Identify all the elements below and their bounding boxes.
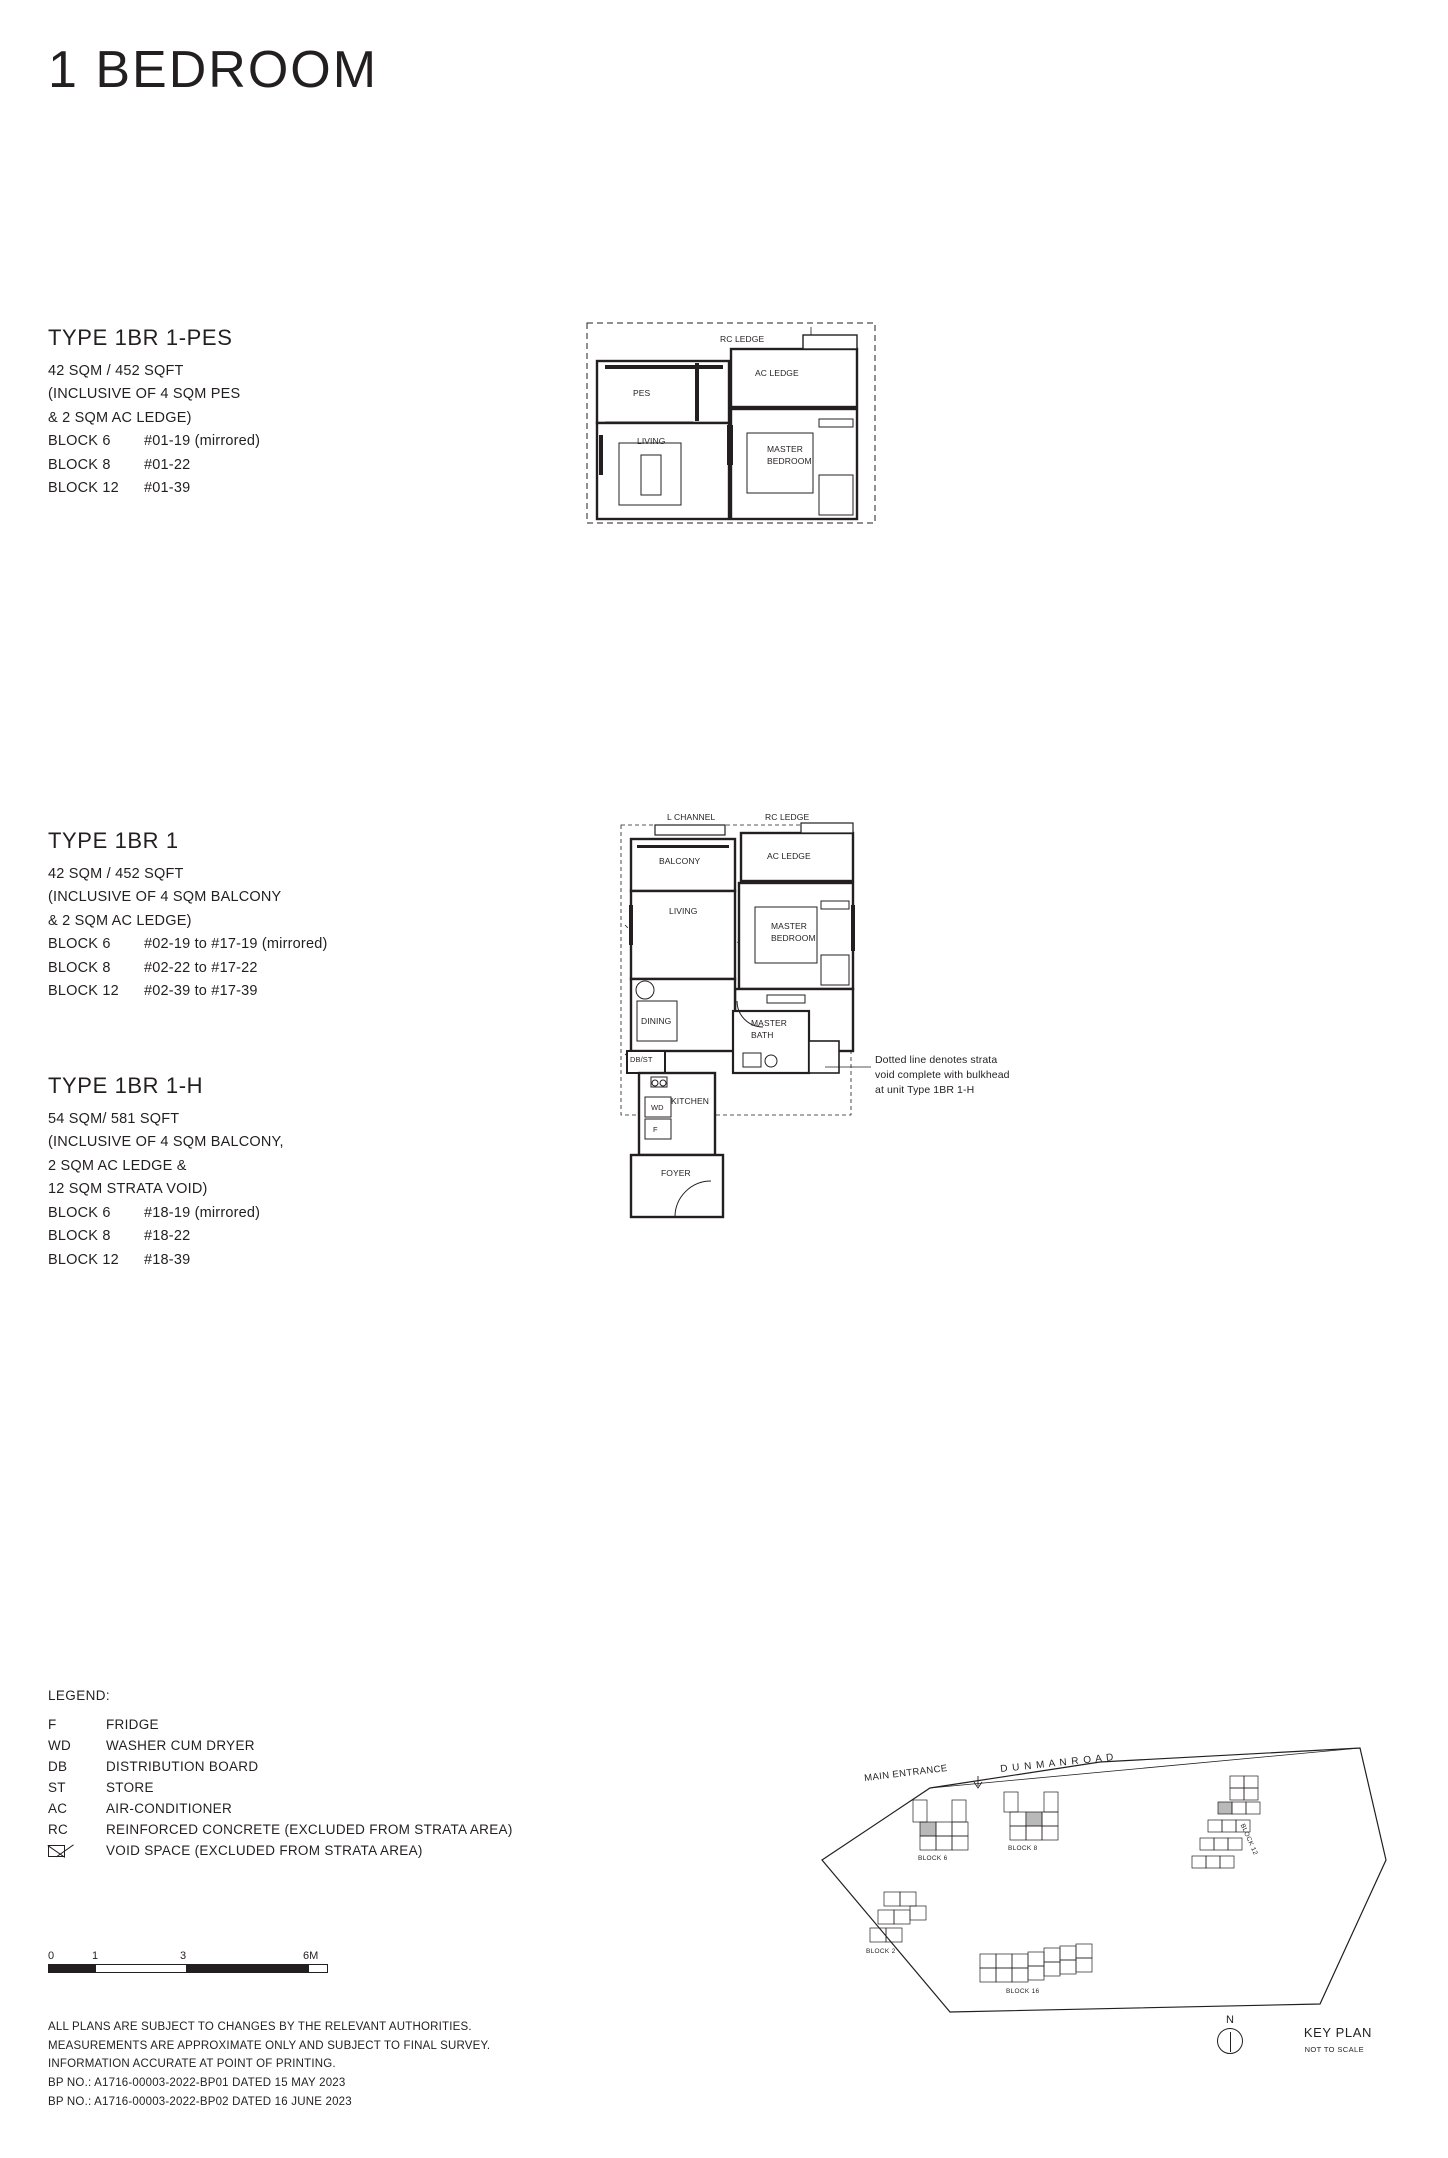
legend-item <box>48 1757 513 1778</box>
footnote-line: BP NO.: A1716-00003-2022-BP02 DATED 16 JUNE 2023 <box>48 2095 352 2108</box>
label-living: LIVING <box>669 906 698 916</box>
legend-code: F <box>48 1717 57 1732</box>
legend-item <box>48 1820 513 1841</box>
unit-label: #18-19 (mirrored) <box>144 1204 261 1221</box>
floorplan-1br-1 <box>575 805 1010 1315</box>
key-plan <box>800 1740 1400 2070</box>
legend-desc: FRIDGE <box>106 1717 159 1732</box>
label-master-bedroom: MASTER BEDROOM <box>767 444 812 467</box>
legend-item <box>48 1715 513 1736</box>
label-db-st: DB/ST <box>630 1055 653 1064</box>
legend-desc: REINFORCED CONCRETE (EXCLUDED FROM STRATA AREA) <box>106 1821 513 1837</box>
floorplan-pes-drawing <box>575 315 895 545</box>
scale-tick: 1 <box>92 1950 99 1962</box>
label-ac-ledge: AC LEDGE <box>755 368 799 378</box>
scale-seg <box>96 1965 187 1972</box>
type-area: 54 SQM/ 581 SQFT <box>48 1111 180 1127</box>
type-unit-row <box>48 933 328 956</box>
type-unit-row <box>48 1225 284 1248</box>
floorplan-1br-1-pes <box>575 315 895 545</box>
type-block-1br-1 <box>48 828 328 1004</box>
legend-item <box>48 1736 513 1757</box>
label-balcony: BALCONY <box>659 856 701 866</box>
footnotes <box>48 2018 490 2112</box>
label-master-bath: MASTER BATH <box>751 1018 788 1041</box>
label-fridge: F <box>653 1125 658 1134</box>
north-circle <box>1217 2028 1243 2054</box>
scale-tick: 0 <box>48 1950 55 1962</box>
legend-desc: DISTRIBUTION BOARD <box>106 1758 259 1774</box>
type-title: TYPE 1BR 1-PES <box>48 325 233 350</box>
label-rc-ledge: RC LEDGE <box>720 334 765 344</box>
type-inclusive-line-2: 2 SQM AC LEDGE & <box>48 1157 187 1174</box>
block-label-8: BLOCK 8 <box>1008 1845 1038 1852</box>
type-unit-row <box>48 980 328 1003</box>
key-plan-subtitle: NOT TO SCALE <box>1304 2045 1364 2054</box>
unit-label: #01-19 (mirrored) <box>144 433 261 450</box>
block-label-6: BLOCK 6 <box>918 1855 948 1862</box>
type-block-1br-1-h <box>48 1073 284 1272</box>
void-space-icon <box>48 1841 106 1862</box>
legend-code: RC <box>48 1821 69 1837</box>
scale-seg <box>187 1965 309 1972</box>
block-label: BLOCK 12 <box>48 983 119 1000</box>
scale-tick: 6M <box>303 1950 319 1962</box>
unit-label: #01-22 <box>144 456 191 473</box>
unit-label: #01-39 <box>144 480 191 497</box>
type-inclusive-line-1: (INCLUSIVE OF 4 SQM BALCONY, <box>48 1134 284 1151</box>
key-plan-title: KEY PLAN <box>1303 2025 1372 2040</box>
type-unit-row <box>48 477 260 500</box>
type-title: TYPE 1BR 1-H <box>48 1073 204 1098</box>
scale-seg <box>49 1965 96 1972</box>
key-plan-drawing <box>800 1740 1400 2040</box>
road-label: D U N M A N R O A D <box>999 1752 1115 1775</box>
scale-tick: 3 <box>180 1950 187 1962</box>
legend-item <box>48 1799 513 1820</box>
type-inclusive-line-1: (INCLUSIVE OF 4 SQM PES <box>48 386 241 403</box>
type-inclusive-line-3: 12 SQM STRATA VOID) <box>48 1181 208 1198</box>
page-title: 1 BEDROOM <box>48 41 379 99</box>
footnote-line: ALL PLANS ARE SUBJECT TO CHANGES BY THE RELEVANT AUTHORITIES. <box>48 2021 472 2033</box>
type-area: 42 SQM / 452 SQFT <box>48 866 184 882</box>
type-unit-row <box>48 1202 284 1225</box>
footnote-line: MEASUREMENTS ARE APPROXIMATE ONLY AND SUBJECT TO FINAL SURVEY. <box>48 2039 491 2052</box>
legend-desc: STORE <box>106 1779 154 1795</box>
unit-label: #02-19 to #17-19 (mirrored) <box>144 936 328 953</box>
legend-title: LEGEND: <box>48 1688 111 1703</box>
label-foyer: FOYER <box>661 1168 691 1178</box>
label-dining: DINING <box>641 1016 672 1026</box>
block-label: BLOCK 12 <box>48 480 119 497</box>
block-label: BLOCK 12 <box>48 1251 119 1268</box>
scale-bar <box>48 1950 328 1973</box>
block-label: BLOCK 6 <box>48 936 111 953</box>
legend-code: AC <box>48 1800 68 1816</box>
floorplan-main-drawing <box>575 805 905 1315</box>
label-pes: PES <box>633 388 651 398</box>
scale-bar-graphic <box>48 1964 328 1973</box>
type-unit-row <box>48 430 260 453</box>
label-wd: WD <box>651 1103 664 1112</box>
type-block-1br-1-pes <box>48 325 260 501</box>
type-inclusive-line-2: & 2 SQM AC LEDGE) <box>48 409 192 426</box>
label-kitchen: KITCHEN <box>671 1096 710 1106</box>
block-label-12: BLOCK 12 <box>1238 1822 1259 1857</box>
legend-desc: WASHER CUM DRYER <box>106 1737 255 1753</box>
type-unit-row <box>48 957 328 980</box>
legend-item <box>48 1778 513 1799</box>
unit-label: #02-39 to #17-39 <box>144 983 258 1000</box>
type-unit-row <box>48 1249 284 1272</box>
scale-ticks <box>48 1950 328 1964</box>
legend-desc: VOID SPACE (EXCLUDED FROM STRATA AREA) <box>106 1842 423 1858</box>
label-master-bedroom: MASTER BEDROOM <box>771 921 816 944</box>
type-unit-row <box>48 454 260 477</box>
footnote-line: INFORMATION ACCURATE AT POINT OF PRINTING. <box>48 2058 336 2071</box>
north-label: N <box>1226 2014 1234 2026</box>
legend <box>48 1688 513 1861</box>
footnote-line: BP NO.: A1716-00003-2022-BP01 DATED 15 MAY 2023 <box>48 2077 346 2090</box>
block-label: BLOCK 8 <box>48 1228 111 1245</box>
block-label: BLOCK 6 <box>48 433 111 450</box>
label-living: LIVING <box>637 436 666 446</box>
label-l-channel: L CHANNEL <box>667 812 716 822</box>
strata-void-note: Dotted line denotes strata void complete with bulkhead at unit Type 1BR 1-H <box>875 1054 1010 1097</box>
label-rc-ledge: RC LEDGE <box>765 812 810 822</box>
block-label: BLOCK 8 <box>48 456 111 473</box>
block-label: BLOCK 6 <box>48 1204 111 1221</box>
main-entrance-label: MAIN ENTRANCE <box>863 1762 949 1785</box>
legend-desc: AIR-CONDITIONER <box>106 1800 232 1816</box>
type-inclusive-line-2: & 2 SQM AC LEDGE) <box>48 912 192 929</box>
legend-code: DB <box>48 1758 68 1774</box>
type-inclusive-line-1: (INCLUSIVE OF 4 SQM BALCONY <box>48 889 282 906</box>
unit-label: #18-22 <box>144 1228 191 1245</box>
label-ac-ledge: AC LEDGE <box>767 851 811 861</box>
legend-code: ST <box>48 1779 66 1795</box>
type-area: 42 SQM / 452 SQFT <box>48 363 184 379</box>
block-label-2: BLOCK 2 <box>866 1948 896 1955</box>
unit-label: #18-39 <box>144 1251 191 1268</box>
type-title: TYPE 1BR 1 <box>48 828 179 853</box>
legend-item-void <box>48 1841 513 1862</box>
block-label: BLOCK 8 <box>48 959 111 976</box>
unit-label: #02-22 to #17-22 <box>144 959 258 976</box>
north-arrow <box>1210 2014 1250 2054</box>
legend-code: WD <box>48 1737 72 1753</box>
block-label-16: BLOCK 16 <box>1006 1988 1040 1995</box>
